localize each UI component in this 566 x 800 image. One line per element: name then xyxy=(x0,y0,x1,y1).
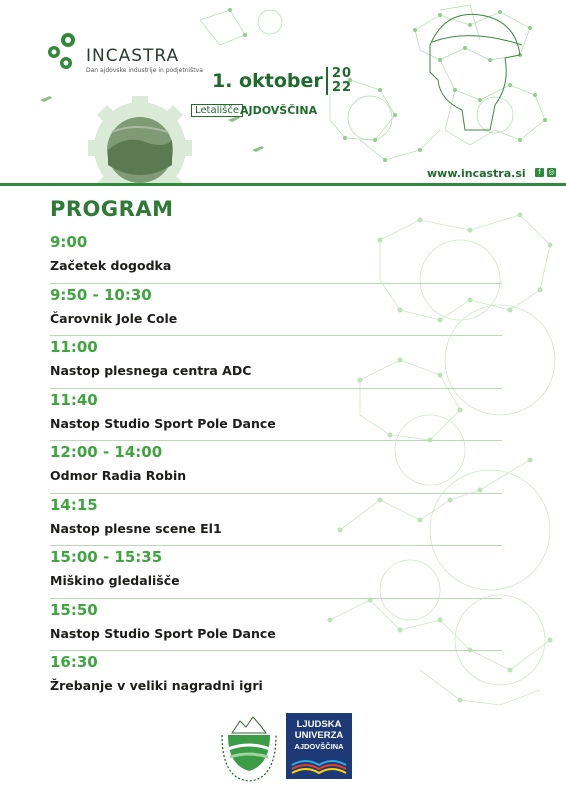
schedule-label: Nastop Studio Sport Pole Dance xyxy=(50,625,276,641)
schedule-time: 15:50 xyxy=(50,600,98,619)
event-year xyxy=(326,67,352,95)
schedule-label: Miškino gledališče xyxy=(50,573,180,588)
event-date: 1. oktober xyxy=(212,70,323,92)
schedule-time: 11:00 xyxy=(50,338,98,356)
lu-line-2: UNIVERZA xyxy=(294,730,344,741)
schedule-item xyxy=(50,389,502,442)
year-top: 20 xyxy=(332,66,353,81)
book-icon xyxy=(286,755,352,779)
schedule-item xyxy=(50,599,502,652)
logo-wordmark: INCASTRA xyxy=(86,46,180,66)
incastra-gear-icon xyxy=(46,30,86,72)
schedule-time: 14:15 xyxy=(50,495,98,514)
schedule-item xyxy=(50,546,502,599)
lu-line-1: LJUDSKA xyxy=(296,719,342,730)
schedule-label: Nastop plesne scene El1 xyxy=(50,520,222,536)
program-title: PROGRAM xyxy=(50,197,174,221)
schedule-item xyxy=(50,336,502,389)
schedule-time: 12:00 - 14:00 xyxy=(50,443,163,461)
schedule-item xyxy=(50,231,502,284)
year-bottom: 22 xyxy=(332,80,353,95)
schedule-time: 9:00 xyxy=(50,233,88,251)
schedule-label: Odmor Radia Robin xyxy=(50,468,187,483)
website-link[interactable]: www.incastra.si xyxy=(427,167,526,180)
schedule-time: 11:40 xyxy=(50,390,98,409)
lu-line-3: AJDOVŠČINA xyxy=(294,742,344,751)
schedule-label: Začetek dogodka xyxy=(50,258,172,273)
schedule-time: 16:30 xyxy=(50,653,98,671)
obcina-ajdovscina-logo xyxy=(218,705,280,785)
schedule-label: Žrebanje v veliki nagradni igri xyxy=(50,678,263,693)
network-decoration xyxy=(0,0,566,186)
schedule-time: 9:50 - 10:30 xyxy=(50,285,152,304)
logo-subtitle: Dan ajdovske industrije in podjetništva xyxy=(86,67,203,74)
schedule-item xyxy=(50,441,502,494)
schedule-time: 15:00 - 15:35 xyxy=(50,548,163,566)
ljudska-univerza-logo xyxy=(286,713,352,779)
header xyxy=(0,0,566,186)
schedule-label: Nastop Studio Sport Pole Dance xyxy=(50,415,276,431)
schedule-label: Nastop plesnega centra ADC xyxy=(50,363,252,378)
location-city: AJDOVŠČINA xyxy=(240,104,318,117)
facebook-icon[interactable]: f xyxy=(535,168,544,177)
program-schedule xyxy=(50,231,502,704)
location-venue: Letališče xyxy=(191,104,243,117)
instagram-icon[interactable]: ◎ xyxy=(548,168,555,176)
schedule-label: Čarovnik Jole Cole xyxy=(50,310,178,326)
schedule-item xyxy=(50,284,502,337)
header-divider xyxy=(0,183,566,186)
schedule-item xyxy=(50,494,502,547)
schedule-item xyxy=(50,651,502,704)
